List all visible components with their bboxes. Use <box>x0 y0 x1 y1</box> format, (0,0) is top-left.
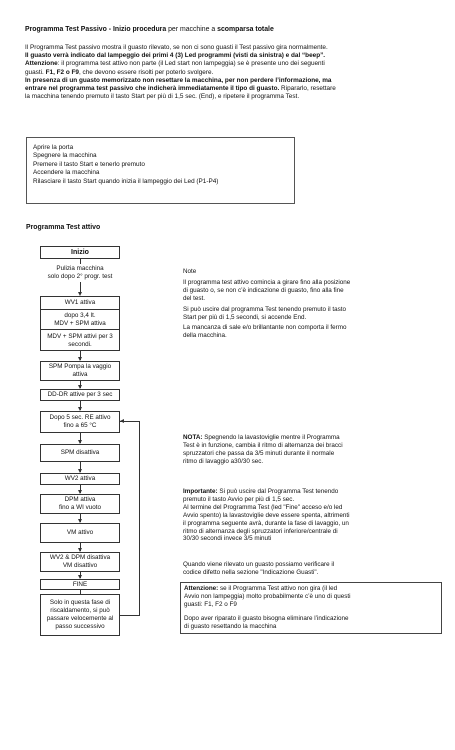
note-3-l1: La mancanza di sale e/o brillantante non comporta il fermo <box>183 324 347 332</box>
flow-solo-l1: Solo in questa fase di <box>49 599 111 607</box>
importante-section <box>183 488 448 543</box>
intro-line4 <box>25 69 445 77</box>
dopo-l1: Dopo aver riparato il guasto bisogna eliminare l’indicazione <box>184 614 349 622</box>
title-bold: Programma Test Passivo - Inizio procedura <box>25 26 167 33</box>
steps-box <box>26 137 295 204</box>
note-3-l2: della macchina. <box>183 332 227 340</box>
nota-section <box>183 434 448 466</box>
note-2-l2: Start per più di 1,5 secondi, si accende End. <box>183 313 307 321</box>
intro-codes: F1, F2 o F9 <box>45 68 79 76</box>
dopo-l2: di guasto resettando la macchina <box>184 622 277 630</box>
note-1-l3: del test. <box>183 294 206 302</box>
flow-spm-off-box: SPM disattiva <box>40 444 120 462</box>
note-1-l1: Il programma test attivo comincia a girare fino alla posizione <box>183 278 351 286</box>
intro-line7: la macchina tenendo premuto il tasto Start per più di 1,5 sec. (End), e ripetere il programma Test. <box>25 93 300 101</box>
imp-l2: premuto il tasto Avvio per più di 1,5 sec. <box>183 495 295 503</box>
flow-pulizia-l1: Pulizia macchina <box>56 265 104 272</box>
att-l3: guasti: F1, F2 o F9 <box>184 600 237 608</box>
flow-solo-l3: passare velocemente al <box>46 615 114 622</box>
feedback-line-bottom <box>120 615 139 616</box>
imp-l3: Al termine del Programma Test (led "Fine" acceso e/o led <box>183 503 343 511</box>
feedback-arrow <box>120 419 124 423</box>
flow-dd-box: DD-DR attive per 3 sec <box>40 389 120 401</box>
intro-line6 <box>25 85 445 93</box>
intro-line6-bold: entrare nel programma test passivo che indicherà immediatamente il tipo di guasto. <box>25 85 280 93</box>
flow-dpm-l1: DPM attiva <box>64 496 96 504</box>
active-test-title: Programma Test attivo <box>26 224 101 231</box>
intro-line3 <box>25 60 445 68</box>
flow-wv2-box: WV2 attiva <box>40 473 120 485</box>
note-2 <box>183 306 448 322</box>
intro-line2: Il guasto verrà indicato dal lampeggio dei primi 4 (3) Led programmi (visti da sinistra) e dal “beep”. <box>25 52 326 60</box>
title-bold2: scomparsa totale <box>217 26 274 33</box>
intro-line6-normal: Ripararlo, resettare <box>279 85 336 93</box>
attention-label: Attenzione <box>25 60 58 68</box>
flow-dpm-l2: fino a WI vuoto <box>59 504 101 511</box>
step-item: Accendere la macchina <box>33 169 100 177</box>
guasto-section <box>183 561 448 577</box>
intro-paragraph <box>25 44 445 101</box>
imp-l6: ritmo di alternanza degli spruzzatori inferiore/centrale di <box>183 527 338 535</box>
flow-spm-l2: attiva <box>72 371 88 378</box>
nota-label: NOTA: <box>183 434 203 441</box>
title-normal: per macchine a <box>166 26 218 33</box>
flow-inizio: Inizio <box>40 246 120 259</box>
flow-solo-l4: passo successivo <box>55 622 105 630</box>
flow-pulizia-l2: solo dopo 2° progr. test <box>47 272 113 280</box>
flow-spm-box <box>40 361 120 381</box>
flow-dopo-l1: dopo 3,4 lt. <box>64 311 96 319</box>
note-1-l2: di guasto o, se non c’è indicazione di guasto, fino alla fine <box>183 286 344 294</box>
intro-line3-text: : il programma test attivo non parte (il Led start non lampeggia) se è presente uno dei seguenti <box>57 60 325 68</box>
intro-line4b: , che devono essere risolti per poterlo svolgere. <box>79 68 214 76</box>
note-3 <box>183 324 448 340</box>
flow-spm-l1: SPM Pompa la vaggio <box>48 363 112 371</box>
notes-section <box>183 268 448 340</box>
step-item: Aprire la porta <box>33 144 74 151</box>
note-2-l1: Si può uscire dal programma Test tenendo premuto il tasto <box>183 305 346 313</box>
imp-l1 <box>183 488 448 496</box>
note-1 <box>183 279 448 303</box>
nota-l1-text: Spegnendo la lavastoviglie mentre il Programma <box>202 434 340 441</box>
flow-dopo-l2: MDV + SPM attiva <box>41 320 119 331</box>
guasto-l2: codice difetto nella sezione "Indicazione Guasti". <box>183 568 319 576</box>
flow-fine-box: FINE <box>40 579 120 590</box>
att-l1-text: se il Programma Test attivo non gira (il led <box>218 585 338 592</box>
nota-l2: Test è in funzione, cambia il ritmo di alternanza dei bracci <box>183 441 343 449</box>
attenzione-label: Attenzione: <box>184 585 219 592</box>
flow-re-l1: Dopo 5 sec. RE attivo <box>49 414 111 422</box>
step-item: Spegnere la macchina <box>33 152 97 160</box>
att-l1 <box>184 585 438 593</box>
intro-line1: Il Programma Test passivo mostra il guasto rilevato, se non ci sono guasti il Test passivo gira normalmente. <box>25 44 328 51</box>
flow-re-box <box>40 411 120 433</box>
attenzione-box <box>180 582 442 634</box>
guasto-l1: Quando viene rilevato un guasto possiamo verificare il <box>183 561 335 568</box>
importante-label: Importante: <box>183 488 218 495</box>
intro-line5: In presenza di un guasto memorizzato non resettare la macchina, per non perdere l’informazione, ma <box>25 76 332 84</box>
imp-l7: 30/30 secondi invece 3/5 minuti <box>183 535 272 543</box>
flow-wv2-dpm-box <box>40 552 120 572</box>
imp-l1-text: Si può uscire dal Programma Test tenendo <box>217 488 339 495</box>
note-title: Note <box>183 268 197 275</box>
imp-l4: Avvio spento) la lavastoviglie deve essere spenta, altrimenti <box>183 511 350 519</box>
step-item: Rilasciare il tasto Start quando inizia il lampeggio dei Led (P1-P4) <box>33 177 219 185</box>
flow-re-l2: fino a 65 °C <box>63 422 97 429</box>
feedback-line-vertical <box>139 421 140 616</box>
flow-solo-l2: riscaldamento, si può <box>50 607 110 615</box>
flow-wv1: WV1 attiva <box>41 297 119 310</box>
imp-l5: il programma seguente avrà, durante la fase di lavaggio, un <box>183 519 349 527</box>
nota-l4: ritmo di lavaggio a30/30 sec. <box>183 457 264 465</box>
step-item: Premere il tasto Start e tenerlo premuto <box>33 160 145 168</box>
page-title <box>25 26 274 34</box>
nota-l3: spruzzatori che passa da 3/5 minuti durante il normale <box>183 449 335 457</box>
flow-mdv-l2: secondi. <box>68 341 92 349</box>
flow-wv2dpm-l2: VM disattivo <box>62 562 98 569</box>
flow-dpm-box <box>40 494 120 514</box>
flow-mdv-l1: MDV + SPM attivi per 3 <box>47 333 113 341</box>
intro-line4a: guasti. <box>25 68 46 76</box>
flow-wv1-box <box>40 296 120 351</box>
flow-pulizia <box>25 265 135 281</box>
flow-solo-box <box>40 594 120 636</box>
nota-l1 <box>183 434 448 442</box>
att-l2: Avvio non lampeggia) molto probabilmente c’è uno di questi <box>184 592 351 600</box>
flow-wv2dpm-l1: WV2 & DPM disattiva <box>49 554 111 562</box>
flow-vm-box: VM attivo <box>40 523 120 543</box>
